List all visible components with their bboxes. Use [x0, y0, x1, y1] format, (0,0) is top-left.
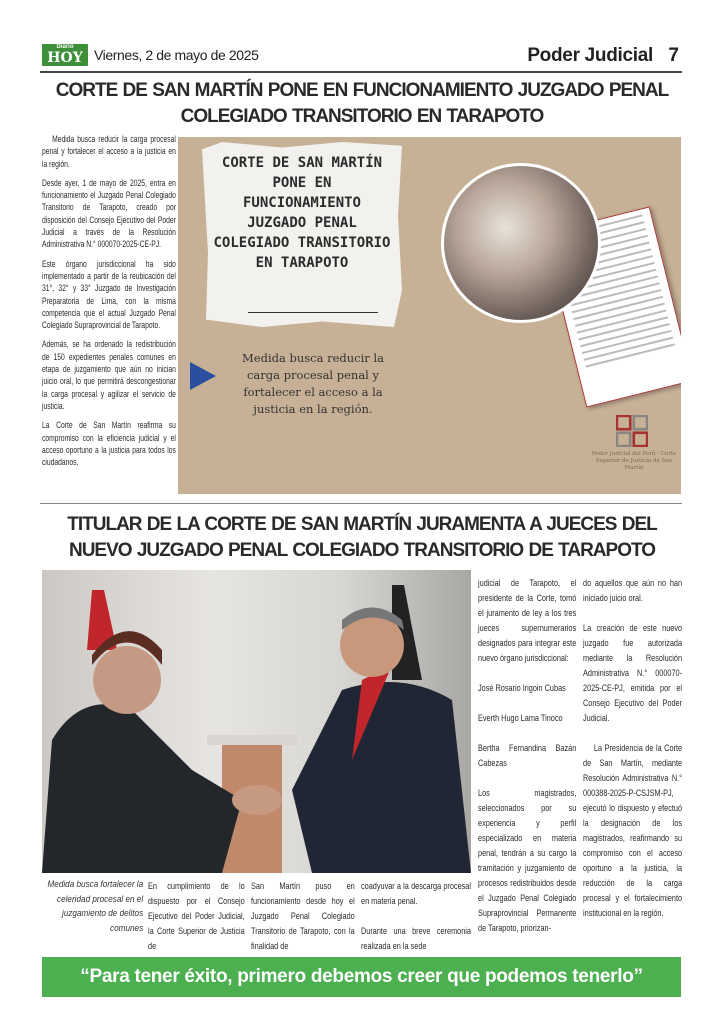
issue-date: Viernes, 2 de mayo de 2025 — [94, 47, 259, 63]
article1-paragraph: Este órgano jurisdiccional ha sido implementado a partir de la reubicación del 31°, 32° y 33° Juzgado de Investigación Preparatoria de Lima, con la misma competencia que el actual Juzgado Penal Colegiado Supraprovincial de Tarapoto. — [42, 257, 176, 331]
logo-small-text: Diario — [56, 44, 74, 50]
article2-headline: TITULAR DE LA CORTE DE SAN MARTÍN JURAMENTA A JUECES DEL NUEVO JUZGADO PENAL COLEGIADO TRANSITORIO DE TARAPOTO — [67, 514, 657, 561]
page-number: 7 — [668, 45, 679, 66]
graphic-subtitle: Medida busca reducir la carga procesal penal y fortalecer el acceso a la justicia en la región. — [242, 351, 384, 416]
article2-column-1 — [148, 878, 245, 953]
article1-body — [42, 133, 176, 475]
article2-paragraph: coadyuvar a la descarga procesal en materia penal. — [361, 880, 471, 906]
article2-paragraph: San Martín puso en funcionamiento desde hoy el Juzgado Penal Colegiado Transitorio de Tarapoto, con la finalidad de — [251, 880, 355, 951]
article2-paragraph: En cumplimiento de lo dispuesto por el Consejo Ejecutivo del Poder Judicial, la Corte Superior de Justicia de — [148, 880, 245, 951]
graphic-title: CORTE DE SAN MARTÍN PONE EN FUNCIONAMIENTO JUZGADO PENAL COLEGIADO TRANSITORIO EN TARAPOTO — [213, 155, 391, 271]
logo-big-text: HOY — [47, 50, 83, 66]
judge-name: Bertha Fernandina Bazán Cabezas — [478, 742, 577, 768]
article1-paragraph: La Corte de San Martín reafirma su compromiso con la eficiencia judicial y el acceso oportuno a la justicia para todos los ciudadanos. — [42, 419, 176, 468]
article1-paragraph: Además, se ha ordenado la redistribución de 150 expedientes penales comunes en etapa de juzgamiento que aún no inician juicio oral, lo que permitirá descongestionar la carga procesal y agilizar el servicio de justicia. — [42, 338, 176, 411]
article2-column-4 — [478, 575, 576, 935]
judge-name: José Rosario Irigoin Cubas — [478, 682, 566, 693]
article2-paragraph: Durante una breve ceremonia realizada en la sede — [361, 925, 471, 951]
article-divider — [40, 503, 682, 504]
poder-judicial-logo — [616, 415, 648, 447]
article2-paragraph: do aquellos que aún no han iniciado juicio oral. — [583, 577, 683, 603]
graphic-underline — [248, 312, 378, 313]
logo-caption: Poder Judicial del Perú · Corte Superior de Justicia de San Martín — [591, 451, 677, 471]
header-divider — [40, 71, 682, 73]
article1-paragraph: Desde ayer, 1 de mayo de 2025, entra en funcionamiento el Juzgado Penal Colegiado Transitorio de Tarapoto, creado por disposición del Consejo Ejecutivo del Poder Judicial a través de la Resolución Administrativa N.° 000070-2025-CE-PJ. — [42, 176, 176, 250]
photo-caption: Medida busca fortalecer la celeridad procesal en el juzgamiento de delitos comunes — [47, 879, 144, 934]
newspaper-logo — [42, 44, 88, 66]
article2-paragraph: La Presidencia de la Corte de San Martín, mediante Resolución Administrativa N.° 000388-2025-P-CSJSM-PJ, ejecutó lo dispuesto y efectuó la designación de los magistrados, reafirmando su compromiso con el acceso oportuno a la justicia, la reducción de la carga procesal y el fortalecimiento institucional en la región. — [583, 742, 683, 918]
article1-headline: CORTE DE SAN MARTÍN PONE EN FUNCIONAMIENTO JUZGADO PENAL COLEGIADO TRANSITORIO EN TARAPOTO — [55, 80, 669, 127]
court-office-photo — [441, 163, 601, 323]
judge-name: Everth Hugo Lama Tinoco — [478, 712, 563, 723]
article2-column-3 — [361, 878, 471, 953]
article2-paragraph: La creación de este nuevo juzgado fue autorizada mediante la Resolución Administrativa N.° 000070-2025-CE-PJ, emitida por el Consejo Ejecutivo del Poder Judicial. — [583, 622, 683, 723]
article1-graphic — [178, 137, 681, 494]
article2-paragraph: judicial de Tarapoto, el presidente de la Corte, tomó el juramento de ley a los tres jueces supernumerarios designados para integrar este nuevo órgano jurisdiccional: — [478, 577, 577, 663]
section-title: Poder Judicial — [527, 45, 653, 66]
article2-paragraph: Los magistrados, seleccionados por su experiencia y perfil especializado en materia penal, tendrán a su cargo la tramitación y juzgamiento de procesos redistribuidos desde el Juzgado Penal Colegiado Supraprovincial Permanente de Tarapoto, priorizan- — [478, 787, 577, 933]
quote-banner: “Para tener éxito, primero debemos creer que podemos tenerlo” — [42, 957, 681, 997]
article2-column-5 — [583, 575, 682, 920]
swearing-in-photo — [42, 570, 471, 873]
article2-column-2 — [251, 878, 355, 953]
article1-paragraph: Medida busca reducir la carga procesal penal y fortalecer el acceso a la justicia en la región. — [42, 133, 176, 169]
arrow-icon — [190, 362, 216, 390]
